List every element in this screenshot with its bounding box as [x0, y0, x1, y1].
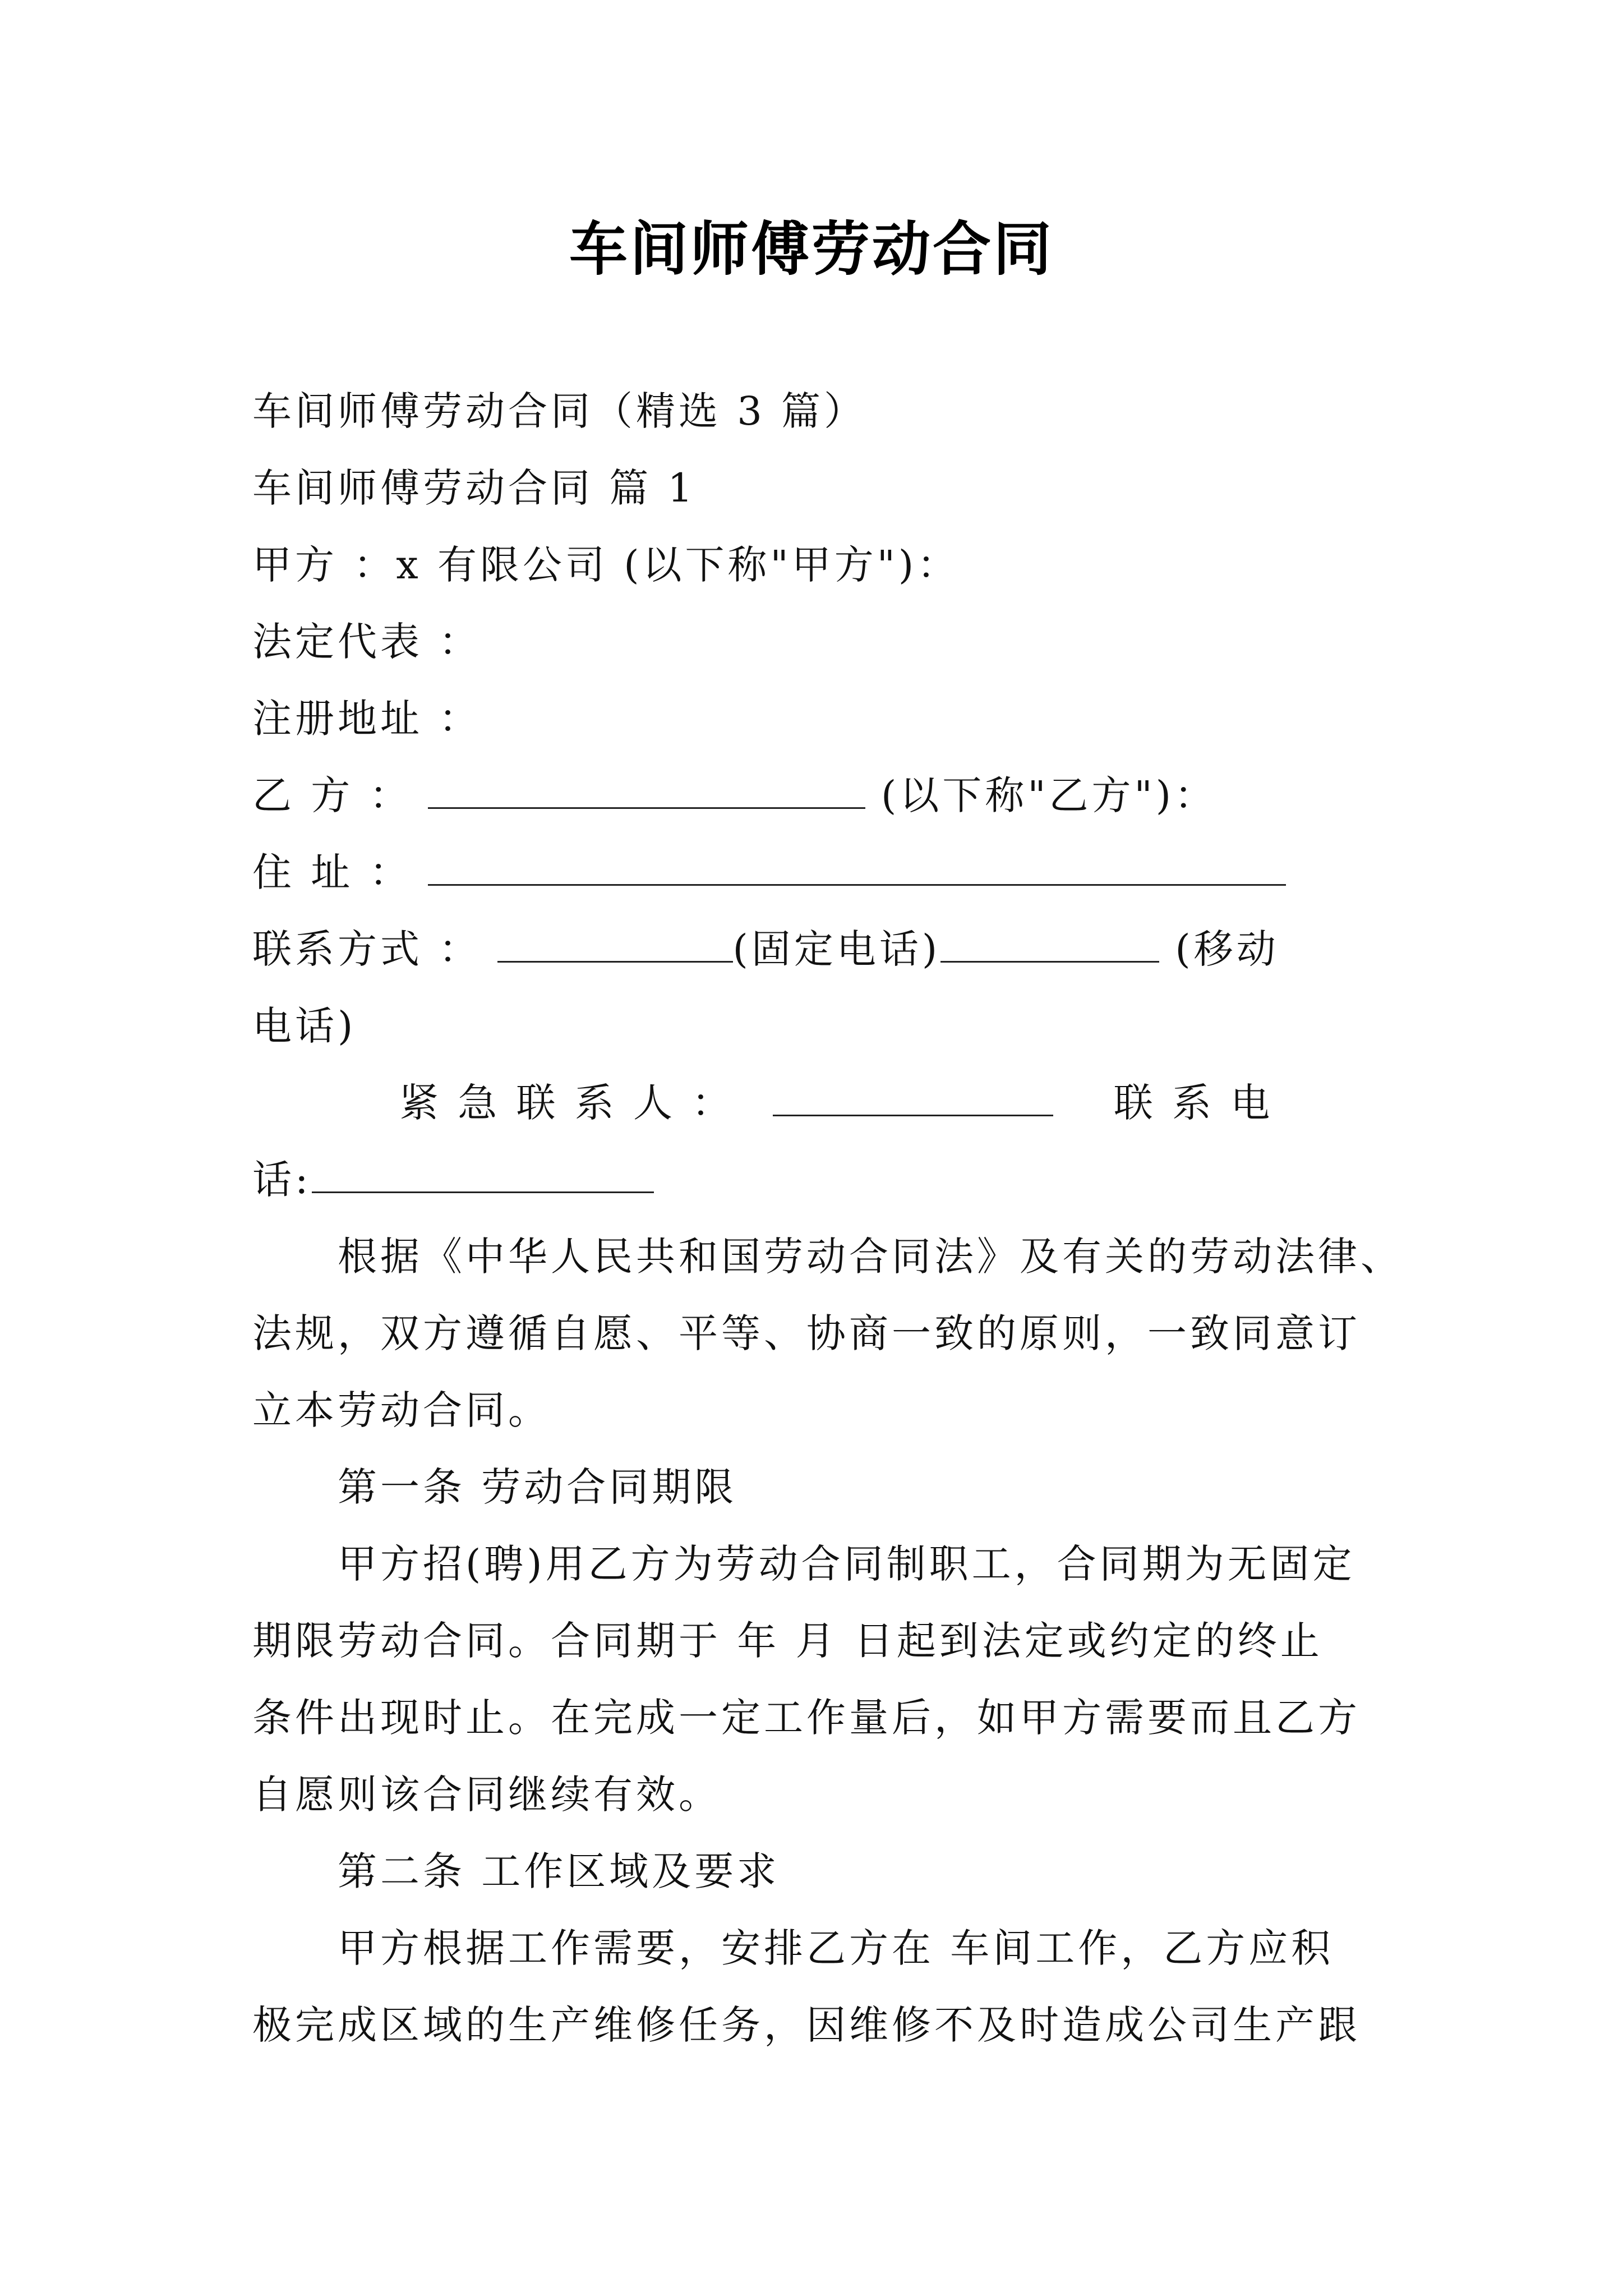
- party-b-suffix: (以下称"乙方")：: [881, 772, 1218, 818]
- section-heading: 车间师傅劳动合同 篇 1: [252, 465, 697, 511]
- article-1-line-1: 甲方招(聘)用乙方为劳动合同制职工，合同期为无固定: [338, 1541, 1355, 1587]
- preamble-line-2: 法规，双方遵循自愿、平等、协商一致的原则，一致同意订: [252, 1310, 1361, 1356]
- emergency-phone-blank: [312, 1158, 654, 1193]
- emergency-phone-1: 联 系 电: [1113, 1080, 1274, 1126]
- article-2-line-2: 极完成区域的生产维修任务，因维修不及时造成公司生产跟: [252, 2002, 1361, 2048]
- party-b-blank: [428, 774, 865, 809]
- document-subtitle: 车间师傅劳动合同（精选 3 篇）: [252, 388, 867, 434]
- fixed-phone-blank: [497, 927, 733, 963]
- article-2-line-1: 甲方根据工作需要，安排乙方在 车间工作，乙方应积: [338, 1925, 1334, 1971]
- legal-rep-line: 法定代表 ：: [252, 619, 482, 665]
- party-a-line: 甲方 ：x 有限公司 (以下称"甲方")：: [252, 542, 960, 588]
- emergency-line: [399, 1075, 1273, 1131]
- article-1-title: 第一条 劳动合同期限: [338, 1464, 737, 1510]
- address-blank: [428, 850, 1286, 886]
- article-1-line-4: 自愿则该合同继续有效。: [252, 1772, 721, 1818]
- preamble-line-3: 立本劳动合同。: [252, 1387, 551, 1433]
- emergency-phone-2: 话:: [252, 1157, 312, 1203]
- address-label: 住 址 ：: [252, 849, 412, 895]
- mobile-phone-blank: [940, 927, 1159, 963]
- party-b-line: [252, 767, 1217, 823]
- preamble-line-1: 根据《中华人民共和国劳动合同法》及有关的劳动法律、: [338, 1234, 1403, 1280]
- emergency-contact-blank: [773, 1081, 1053, 1116]
- emergency-label: 紧 急 联 系 人 ：: [399, 1080, 735, 1126]
- article-1-line-2: 期限劳动合同。合同期于 年 月 日起到法定或约定的终止: [252, 1618, 1323, 1664]
- contact-mobile-2: 电话): [252, 1003, 357, 1049]
- reg-address-line: 注册地址 ：: [252, 696, 482, 742]
- document-title: 车间师傅劳动合同: [569, 215, 1054, 283]
- contact-mobile-1: (移动: [1175, 926, 1279, 972]
- emergency-phone-line: [252, 1152, 654, 1208]
- party-b-label: 乙 方 ：: [252, 772, 412, 818]
- contact-label: 联系方式 ：: [252, 926, 482, 972]
- article-1-line-3: 条件出现时止。在完成一定工作量后，如甲方需要而且乙方: [252, 1695, 1361, 1741]
- address-line: [252, 844, 1286, 900]
- article-2-title: 第二条 工作区域及要求: [338, 1848, 780, 1894]
- contact-fixed: (固定电话): [732, 926, 941, 972]
- contact-line: [252, 921, 1279, 977]
